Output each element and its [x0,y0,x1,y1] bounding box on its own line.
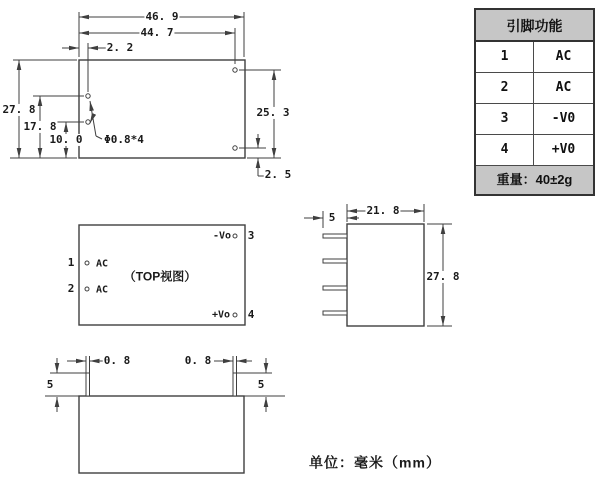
pin-hole [233,146,237,150]
pin-number-cell: 2 [476,73,534,103]
dim-pin-width-right: 0. 8 [184,353,212,367]
pin-hole [233,68,237,72]
pin-number-cell: 1 [476,42,534,72]
dim-pin-span-width: 44. 7 [140,25,174,39]
pin-function-table [474,8,595,196]
dim-bottom-inset: 2. 5 [264,167,292,181]
pin-function-cell: +V0 [551,142,576,157]
unit-note: 单位：毫米（mm） [309,454,441,471]
top-view-pin3-label: -Vo [212,230,232,242]
dim-standoff-right: 5 [257,377,265,391]
pin-number-cell: 3 [476,104,534,134]
pin-pad [233,234,237,238]
side-view-outline [304,204,452,326]
module-body-bottom [79,396,244,473]
pin-hole [86,94,90,98]
pin-lead [323,259,347,263]
pin-lead [86,373,90,396]
top-view-pin4-number: 4 [247,307,255,321]
table-row [476,42,593,73]
top-view-caption: （TOP视图） [123,269,197,284]
top-view-pin3-number: 3 [247,228,255,242]
pin-lead [323,311,347,315]
top-view-pin1-number: 1 [67,255,75,269]
pin-pad [85,261,89,265]
dim-hole-upper: 17. 8 [23,119,57,133]
table-row [476,135,593,166]
pin-pad [233,313,237,317]
dim-pin-width-left: 0. 8 [103,353,131,367]
top-view-pin1-label: AC [95,258,109,270]
pin-table-title: 引脚功能 [476,10,593,42]
bottom-view-outline [45,353,285,473]
table-row [476,73,593,104]
dim-standoff-left: 5 [46,377,54,391]
top-view-pin4-label: +Vo [211,309,231,321]
dim-total-width: 46. 9 [145,9,179,23]
pin-lead [233,373,237,396]
pin-lead [323,286,347,290]
dim-pin-inset: 2. 2 [106,40,134,54]
pin-function-cell: -V0 [551,111,576,126]
top-view-pin2-label: AC [95,284,109,296]
pin-number-cell: 4 [476,135,534,165]
dim-side-height: 27. 8 [426,269,460,283]
dim-pin-length: 5 [328,210,336,224]
pin-hole [86,120,90,124]
dim-hole-lower: 10. 0 [49,132,83,146]
pin-table-weight: 重量：40±2g [476,166,593,194]
top-view-pin2-number: 2 [67,281,75,295]
dim-right-span: 25. 3 [256,105,290,119]
module-body-side [347,224,424,326]
dim-depth: 21. 8 [366,203,400,217]
pin-pad [85,287,89,291]
pin-function-cell: AC [555,49,572,64]
table-row [476,104,593,135]
hole-diameter-note: Φ0.8*4 [104,132,144,146]
pin-function-cell: AC [555,80,572,95]
dim-total-height: 27. 8 [2,102,36,116]
pin-lead [323,234,347,238]
